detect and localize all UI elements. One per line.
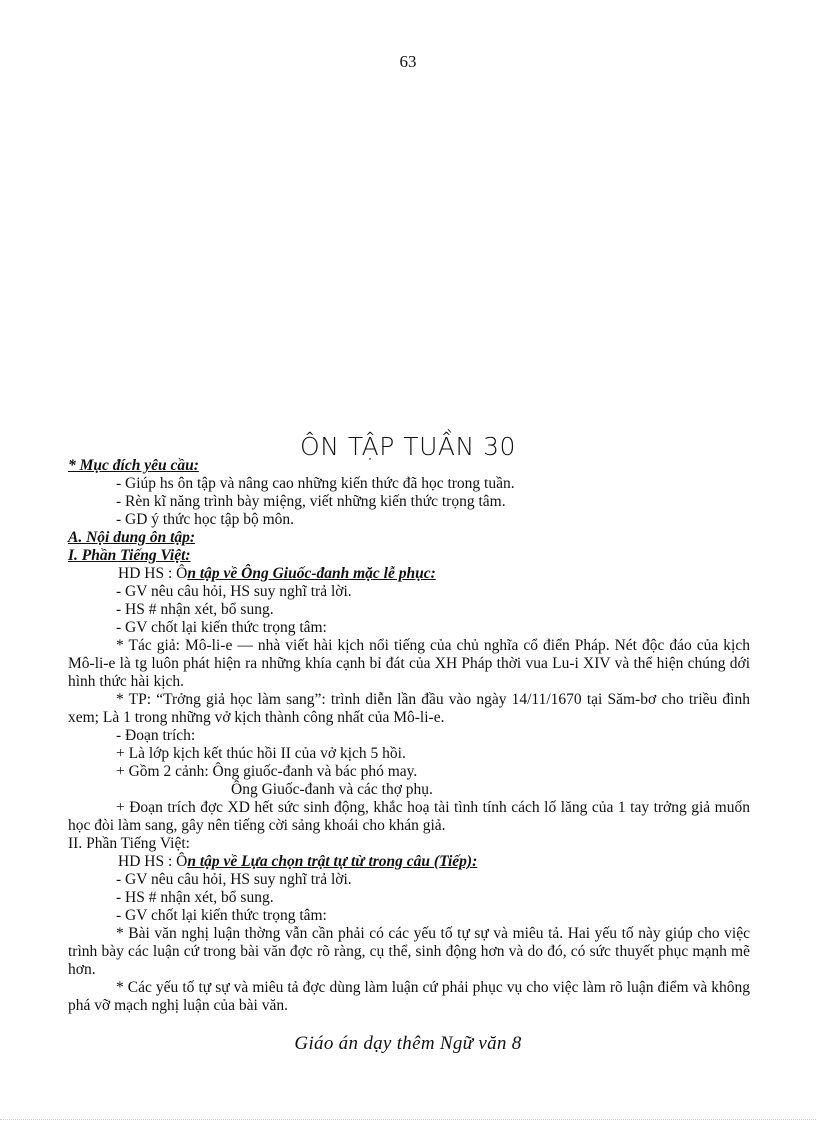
document-body: [68, 457, 750, 1015]
hd-prefix: HD HS : Ô: [118, 565, 188, 582]
excerpt-point: + Gồm 2 cảnh: Ông giuốc-đanh và bác phó may.: [116, 763, 418, 780]
purpose-item: - GD ý thức học tập bộ môn.: [116, 511, 295, 528]
hd-prefix: HD HS : Ô: [118, 853, 188, 870]
hd-topic: n tập về Lựa chọn trật tự từ trong câu (Tiếp):: [187, 853, 478, 870]
section-a-heading: A. Nội dung ôn tập:: [68, 529, 196, 546]
part2-step: - GV nêu câu hỏi, HS suy nghĩ trả lời.: [116, 871, 352, 888]
author-paragraph: * Tác giả: Mô-li-e — nhà viết hài kịch nổi tiếng của chủ nghĩa cổ điển Pháp. Nét độc đáo của kịch Mô-li-e là tg luôn phát hiện ra những khía cạnh bỉ đát của XH Pháp thời vua Lu-i XIV và thể hiện chúng dới hình thức hài kịch.: [68, 637, 750, 690]
excerpt-point: + Đoạn trích đợc XD hết sức sinh động, khắc hoạ tài tình tính cách lố lăng của 1 tay trởng giả muốn học đòi làm sang, gây nên tiếng cời sảng khoái cho khán giả.: [68, 799, 750, 834]
page-bottom-rule: [0, 1119, 816, 1120]
part2-heading: II. Phần Tiếng Việt:: [68, 835, 190, 852]
part2-hd-line: [68, 853, 750, 871]
page-title: ÔN TẬP TUẦN 30: [300, 432, 516, 461]
part1-step: - GV chốt lại kiến thức trọng tâm:: [116, 619, 327, 636]
purpose-item: - Rèn kĩ năng trình bày miệng, viết những kiến thức trọng tâm.: [116, 493, 506, 510]
page-footer: Giáo án dạy thêm Ngữ văn 8: [294, 1033, 522, 1054]
purpose-item: - Giúp hs ôn tập và nâng cao những kiến thức đã học trong tuần.: [116, 475, 515, 492]
part2-step: - GV chốt lại kiến thức trọng tâm:: [116, 907, 327, 924]
part1-step: - HS # nhận xét, bổ sung.: [116, 601, 274, 618]
page-number: 63: [399, 52, 417, 71]
argument-paragraph: * Các yếu tố tự sự và miêu tả đợc dùng làm luận cứ phải phục vụ cho việc làm rõ luận điểm và không phá vỡ mạch nghị luận của bài văn.: [68, 979, 750, 1014]
part1-step: - GV nêu câu hỏi, HS suy nghĩ trả lời.: [116, 583, 352, 600]
argument-paragraph: * Bài văn nghị luận thờng vẫn cần phải có các yếu tố tự sự và miêu tả. Hai yếu tố này giúp cho việc trình bày các luận cứ trong bài văn đợc rõ ràng, cụ thể, sinh động hơn và do đó, có sức thuyết phục mạnh mẽ hơn.: [68, 925, 750, 978]
excerpt-label: - Đoạn trích:: [116, 727, 196, 744]
part2-step: - HS # nhận xét, bổ sung.: [116, 889, 274, 906]
part1-hd-line: [68, 565, 750, 583]
purpose-heading: * Mục đích yêu cầu:: [68, 457, 199, 474]
part1-heading: I. Phần Tiếng Việt:: [68, 547, 191, 564]
excerpt-point-continued: Ông Giuốc-đanh và các thợ phụ.: [231, 781, 433, 798]
hd-topic: n tập về Ông Giuốc-đanh mặc lễ phục:: [187, 565, 436, 582]
work-paragraph: * TP: “Trởng giả học làm sang”: trình diễn lần đầu vào ngày 14/11/1670 tại Săm-bơ cho triều đình xem; Là 1 trong những vở kịch thành công nhất của Mô-li-e.: [68, 691, 750, 726]
excerpt-point: + Là lớp kịch kết thúc hồi II của vở kịch 5 hồi.: [116, 745, 406, 762]
